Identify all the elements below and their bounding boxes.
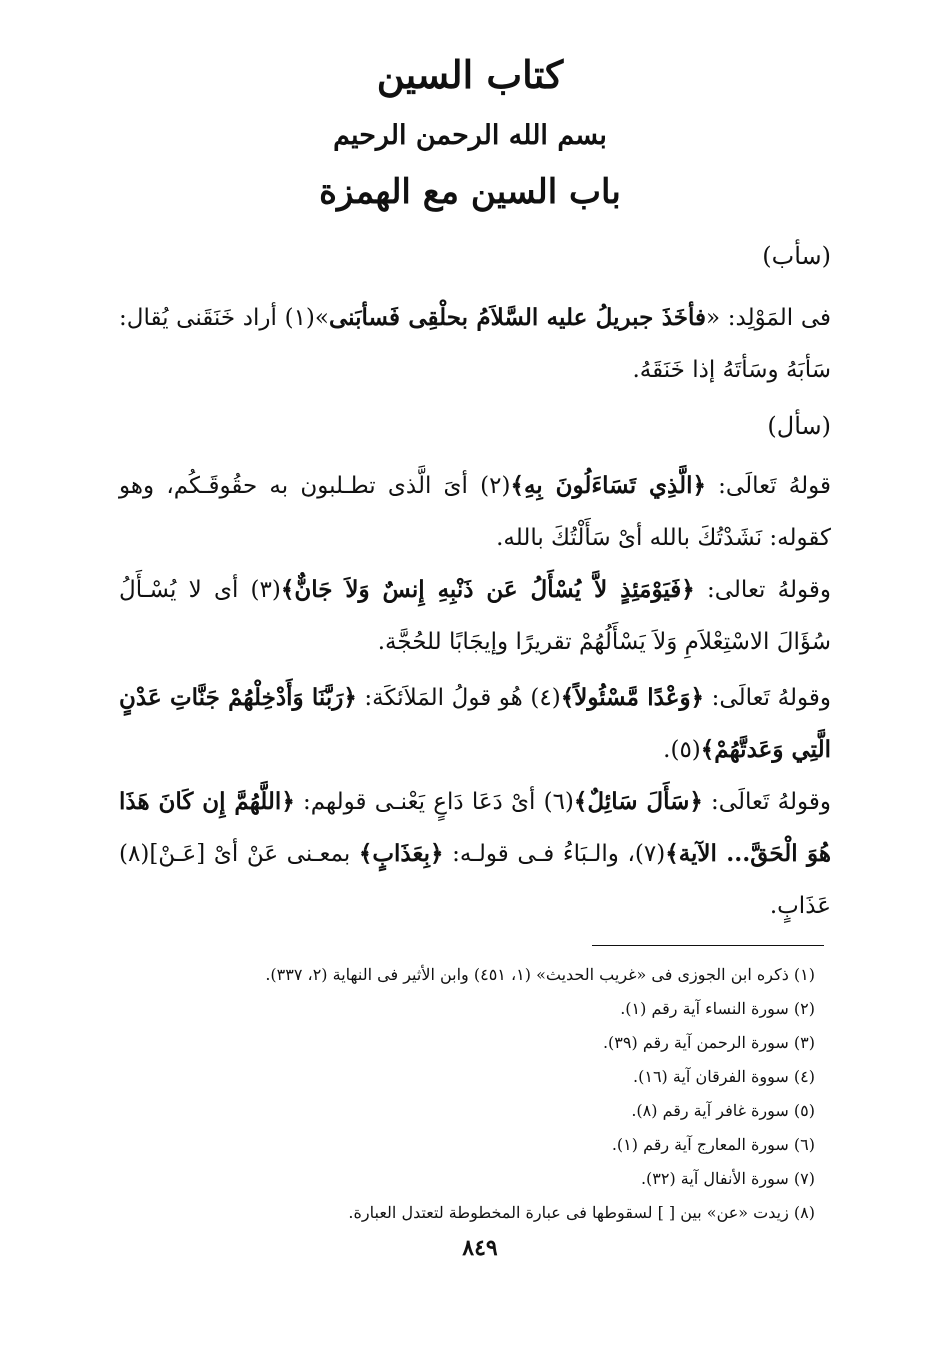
quran-quote: ﴿اللَّهُمَّ إِن كَانَ هَذَا هُوَ الْحَقَّ... الآية﴾	[119, 788, 831, 867]
entry-paragraph	[119, 672, 831, 776]
footnotes	[135, 958, 815, 1230]
entry-paragraph	[119, 564, 831, 668]
paragraph-text: (٧)، والـبَاءُ فـى قولـه:	[443, 841, 666, 867]
paragraph-text: قولهُ تَعالَى:	[705, 473, 831, 499]
paragraph-text: وقولهُ تَعالَى:	[704, 685, 831, 711]
book-title: كتاب السين	[376, 52, 564, 97]
entry-heading-saal: (سأل)	[767, 412, 831, 440]
quran-quote: ﴿بِعَذَابٍ﴾	[358, 840, 444, 867]
paragraph-text: فى المَوْلِد: «	[706, 305, 832, 331]
quran-quote: ﴿فَيَوْمَئِذٍ لاَّ يُسْأَلُ عَن ذَنْبِهِ إِنسٌ وَلاَ جَانٌّ﴾	[280, 576, 695, 603]
paragraph-text: (٦) أىْ دَعَا دَاعٍ يَعْنـى قولهم:	[294, 789, 574, 815]
entry-paragraph	[119, 460, 831, 564]
page-number: ٨٤٩	[462, 1235, 498, 1261]
paragraph-text: بمعـنى عَنْ أىْ [عَـنْ](٨) عَذَابٍ.	[119, 841, 831, 919]
paragraph-text: »(١) أراد خَنَقَنى يُقال: سَأبَهُ وسَأتَهُ إذا خَنَقَهُ.	[119, 305, 831, 383]
footnote-divider	[592, 945, 824, 946]
entry-heading-saab: (سأب)	[762, 242, 831, 270]
paragraph-text: (٣) أى لا يُسْـأَلُ سُؤَالَ الاسْتِعْلاَمِ وَلاَ يَسْأَلُهُمْ تقريرًا وإيجَابًا للحُجَّة.	[119, 577, 831, 655]
footnote-3: (٣) سورة الرحمن آية رقم (٣٩).	[602, 1033, 815, 1052]
quran-quote: ﴿الَّذِي تَسَاءَلُونَ بِهِ﴾	[510, 472, 706, 499]
paragraph-text: وقولهُ تَعالَى:	[702, 789, 831, 815]
paragraph-text: (٥).	[663, 737, 701, 763]
footnote-2: (٢) سورة النساء آية رقم (١).	[620, 999, 815, 1018]
footnote-5: (٥) سورة غافر آية رقم (٨).	[631, 1101, 815, 1120]
footnote-4: (٤) سووة الفرقان آية (١٦).	[633, 1067, 815, 1086]
basmala: بسم الله الرحمن الرحيم	[333, 120, 607, 151]
footnote-7: (٧) سورة الأنفال آية (٣٢).	[640, 1169, 815, 1188]
quran-quote: ﴿رَبَّنَا وَأَدْخِلْهُمْ جَنَّاتِ عَدْنٍ الَّتِي وَعَدتَّهُمْ﴾	[119, 684, 831, 763]
entry-paragraph	[119, 776, 831, 932]
paragraph-text: (٢) أىَ الَّذى تطـلبون به حقُوقَـكُم، وهو كقوله: نَشَدْتُكَ بالله أىْ سَأَلْتُكَ بالله.	[119, 473, 831, 551]
footnote-6: (٦) سورة المعارج آية رقم (١).	[611, 1135, 815, 1154]
hadith-quote: فأخَذَ جبريلُ عليه السَّلاَمُ بحلْقِى فَسأبَنى	[328, 304, 706, 331]
paragraph-text: (٤) هُو قولُ المَلاَئكَة:	[356, 685, 561, 711]
chapter-heading: باب السين مع الهمزة	[319, 172, 621, 212]
quran-quote: ﴿سَأَلَ سَائِلٌ﴾	[573, 788, 703, 815]
paragraph-text: وقولهُ تعالى:	[694, 577, 831, 603]
quran-quote: ﴿وَعْدًا مَّسْئُولاً﴾	[560, 684, 705, 711]
entry-paragraph	[119, 292, 831, 396]
footnote-1: (١) ذكره ابن الجوزى فى «غريب الحديث» (١، ٤٥١) وابن الأثير فى النهاية (٢، ٣٣٧).	[265, 965, 815, 984]
footnote-8: (٨) زيدت «عن» بين [ ] لسقوطها فى عبارة المخطوطة لتعتدل العبارة.	[348, 1203, 815, 1222]
